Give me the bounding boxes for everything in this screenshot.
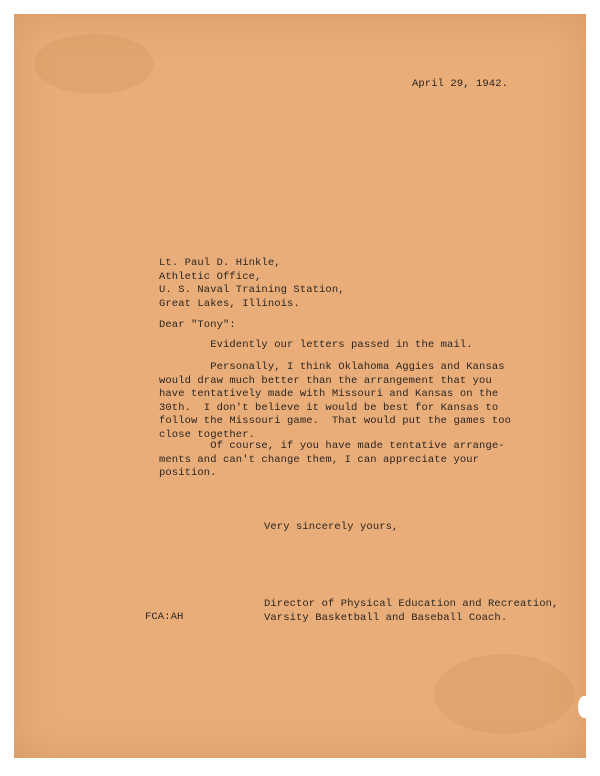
recipient-address xyxy=(159,257,345,311)
paragraph-line: would draw much better than the arrangement that you xyxy=(159,374,492,387)
letter-date: April 29, 1942. xyxy=(412,78,509,90)
closing: Very sincerely yours, xyxy=(264,521,399,533)
paragraph-line: Of course, if you have made tentative arrange- xyxy=(159,440,505,452)
salutation: Dear "Tony": xyxy=(159,319,236,331)
paragraph-line: follow the Missouri game. That would put the games too xyxy=(159,415,512,427)
address-line: Athletic Office, xyxy=(159,270,262,283)
paragraph-line: Personally, I think Oklahoma Aggies and Kansas xyxy=(159,361,505,373)
paper-stain xyxy=(434,654,574,734)
paper-stain xyxy=(34,34,154,94)
paragraph-line: Evidently our letters passed in the mail. xyxy=(159,339,473,351)
address-line: Lt. Paul D. Hinkle, xyxy=(159,257,281,269)
paper-tear xyxy=(578,696,590,718)
address-line: U. S. Naval Training Station, xyxy=(159,284,345,296)
paragraph-line: position. xyxy=(159,467,217,479)
paragraph-line: have tentatively made with Missouri and Kansas on the xyxy=(159,388,499,400)
paragraph-3 xyxy=(159,440,505,481)
paragraph-line: ments and can't change them, I can appreciate your xyxy=(159,453,480,466)
signature-title xyxy=(264,598,558,625)
typist-initials: FCA:AH xyxy=(145,611,184,623)
paragraph-1 xyxy=(159,339,473,353)
signature-title-line: Varsity Basketball and Baseball Coach. xyxy=(264,611,508,624)
paragraph-2 xyxy=(159,361,511,442)
paragraph-line: close together. xyxy=(159,428,256,441)
signature-title-line: Director of Physical Education and Recreation, xyxy=(264,598,559,610)
letter-page xyxy=(14,14,586,758)
address-line: Great Lakes, Illinois. xyxy=(159,297,300,310)
paragraph-line: 30th. I don't believe it would be best for Kansas to xyxy=(159,401,499,414)
